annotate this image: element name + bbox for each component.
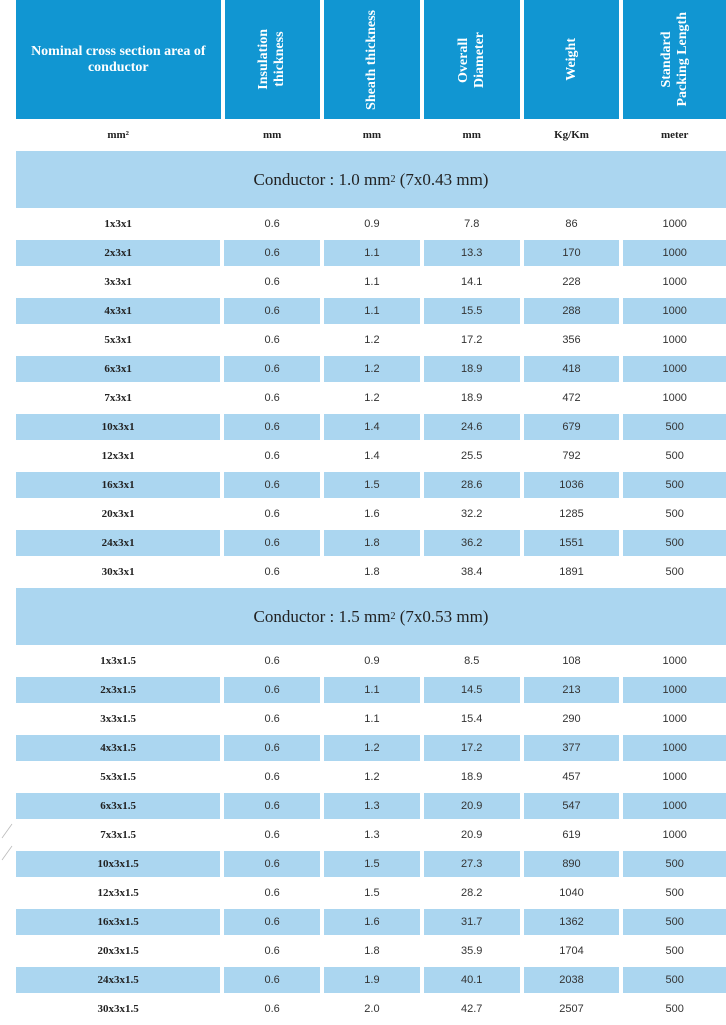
cell-diameter: 32.2 xyxy=(461,508,483,520)
cell-sheath: 1.6 xyxy=(324,909,420,935)
cell-insulation: 0.6 xyxy=(224,793,320,819)
cell-cross-section: 20x3x1 xyxy=(101,508,135,520)
cell-sheath: 0.9 xyxy=(364,218,380,230)
cell-diameter: 38.4 xyxy=(461,566,483,578)
table-row xyxy=(16,559,726,585)
unit-packing-length: meter xyxy=(660,128,689,141)
cell-sheath: 1.1 xyxy=(364,713,380,725)
cell-cross-section: 24x3x1.5 xyxy=(16,967,220,993)
cell-packing-length: 500 xyxy=(623,414,726,440)
cell-insulation: 0.6 xyxy=(264,218,280,230)
cell-cross-section: 1x3x1 xyxy=(104,218,132,230)
cell-sheath: 1.4 xyxy=(324,414,420,440)
header-cross-section xyxy=(16,0,221,119)
table-row xyxy=(16,298,726,324)
table-row xyxy=(16,764,726,790)
cell-insulation: 0.6 xyxy=(224,677,320,703)
cell-cross-section: 10x3x1.5 xyxy=(16,851,220,877)
table-row xyxy=(16,356,726,382)
cell-diameter: 31.7 xyxy=(424,909,520,935)
header-insulation xyxy=(225,0,321,119)
table-row xyxy=(16,996,726,1022)
cell-weight: 228 xyxy=(562,276,581,288)
cell-diameter: 8.5 xyxy=(464,655,480,667)
table-row xyxy=(16,472,726,498)
header-weight-label: Weight xyxy=(563,38,579,81)
cell-insulation: 0.6 xyxy=(264,566,280,578)
unit-diameter: mm xyxy=(462,128,481,141)
cell-cross-section: 10x3x1 xyxy=(16,414,220,440)
table-row xyxy=(16,327,726,353)
table-row xyxy=(16,443,726,469)
cell-cross-section: 6x3x1 xyxy=(16,356,220,382)
cell-sheath: 1.2 xyxy=(324,735,420,761)
header-packing-length xyxy=(623,0,726,119)
cell-weight: 457 xyxy=(562,771,581,783)
cell-packing-length: 500 xyxy=(665,1003,684,1015)
cell-packing-length: 1000 xyxy=(662,276,687,288)
header-weight xyxy=(524,0,620,119)
unit-weight: Kg/Km xyxy=(554,128,589,141)
table-row xyxy=(16,793,726,819)
cell-weight: 86 xyxy=(565,218,578,230)
section-heading-suffix: (7x0.53 mm) xyxy=(395,606,489,626)
cell-cross-section: 20x3x1.5 xyxy=(97,945,139,957)
cell-sheath: 1.4 xyxy=(364,450,380,462)
cell-cross-section: 7x3x1 xyxy=(104,392,132,404)
cell-weight: 290 xyxy=(562,713,581,725)
cell-diameter: 40.1 xyxy=(424,967,520,993)
cell-packing-length: 500 xyxy=(623,530,726,556)
cell-weight: 890 xyxy=(524,851,620,877)
cell-packing-length: 1000 xyxy=(623,356,726,382)
table-row xyxy=(16,822,726,848)
cell-sheath: 1.6 xyxy=(364,508,380,520)
cell-cross-section: 16x3x1 xyxy=(16,472,220,498)
cell-insulation: 0.6 xyxy=(264,713,280,725)
cell-sheath: 1.3 xyxy=(324,793,420,819)
header-sheath-label: Sheath thickness xyxy=(364,9,380,110)
cell-insulation: 0.6 xyxy=(224,414,320,440)
cell-weight: 472 xyxy=(562,392,581,404)
cell-insulation: 0.6 xyxy=(224,967,320,993)
table-row xyxy=(16,735,726,761)
cell-insulation: 0.6 xyxy=(264,276,280,288)
cell-weight: 679 xyxy=(524,414,620,440)
cell-diameter: 36.2 xyxy=(424,530,520,556)
cell-cross-section: 3x3x1.5 xyxy=(100,713,136,725)
table-row xyxy=(16,211,726,237)
cell-diameter: 25.5 xyxy=(461,450,483,462)
table-row xyxy=(16,706,726,732)
section-heading-prefix: Conductor : 1.5 mm xyxy=(253,606,391,626)
table-row xyxy=(16,501,726,527)
cell-cross-section: 3x3x1 xyxy=(104,276,132,288)
cell-packing-length: 1000 xyxy=(662,655,687,667)
cell-cross-section: 30x3x1.5 xyxy=(97,1003,139,1015)
cell-packing-length: 1000 xyxy=(662,392,687,404)
cell-diameter: 17.2 xyxy=(424,735,520,761)
cell-weight: 377 xyxy=(524,735,620,761)
margin-sketch-lines xyxy=(0,820,14,880)
cell-weight: 1036 xyxy=(524,472,620,498)
cell-cross-section: 1x3x1.5 xyxy=(100,655,136,667)
cell-weight: 213 xyxy=(524,677,620,703)
cell-packing-length: 1000 xyxy=(662,334,687,346)
cell-sheath: 1.3 xyxy=(364,829,380,841)
cell-cross-section: 4x3x1 xyxy=(16,298,220,324)
cell-diameter: 42.7 xyxy=(461,1003,483,1015)
cell-diameter: 18.9 xyxy=(461,392,483,404)
section-heading-suffix: (7x0.43 mm) xyxy=(395,169,489,189)
cell-diameter: 35.9 xyxy=(461,945,483,957)
table-row xyxy=(16,909,726,935)
cell-sheath: 1.2 xyxy=(364,771,380,783)
cell-sheath: 1.2 xyxy=(364,392,380,404)
cell-insulation: 0.6 xyxy=(224,298,320,324)
cell-cross-section: 4x3x1.5 xyxy=(16,735,220,761)
section-heading-superscript: 2 xyxy=(390,174,396,185)
cell-packing-length: 500 xyxy=(665,887,684,899)
cell-sheath: 1.1 xyxy=(324,240,420,266)
cell-insulation: 0.6 xyxy=(264,450,280,462)
cell-packing-length: 500 xyxy=(623,472,726,498)
unit-sheath: mm xyxy=(362,128,382,141)
cell-packing-length: 1000 xyxy=(623,240,726,266)
cell-packing-length: 500 xyxy=(623,909,726,935)
cell-insulation: 0.6 xyxy=(264,508,280,520)
cell-diameter: 27.3 xyxy=(424,851,520,877)
table-row xyxy=(16,851,726,877)
cell-weight: 1285 xyxy=(559,508,584,520)
cell-cross-section: 16x3x1.5 xyxy=(16,909,220,935)
table-row xyxy=(16,938,726,964)
header-diameter xyxy=(424,0,520,119)
header-insulation-label: Insulation thickness xyxy=(256,29,288,90)
cell-cross-section: 2x3x1 xyxy=(16,240,220,266)
cell-diameter: 14.1 xyxy=(461,276,483,288)
cell-sheath: 1.2 xyxy=(324,356,420,382)
cell-insulation: 0.6 xyxy=(224,851,320,877)
cell-packing-length: 1000 xyxy=(662,829,687,841)
cell-packing-length: 1000 xyxy=(662,218,687,230)
cell-cross-section: 6x3x1.5 xyxy=(16,793,220,819)
cell-packing-length: 1000 xyxy=(623,735,726,761)
cell-insulation: 0.6 xyxy=(264,887,280,899)
cell-diameter: 15.4 xyxy=(461,713,483,725)
cell-sheath: 1.1 xyxy=(324,298,420,324)
cell-diameter: 20.9 xyxy=(424,793,520,819)
cell-insulation: 0.6 xyxy=(264,334,280,346)
cell-insulation: 0.6 xyxy=(264,945,280,957)
cell-cross-section: 12x3x1 xyxy=(101,450,135,462)
cell-diameter: 24.6 xyxy=(424,414,520,440)
section-heading-prefix: Conductor : 1.0 mm xyxy=(253,169,391,189)
cell-insulation: 0.6 xyxy=(264,1003,280,1015)
section-heading xyxy=(16,151,726,208)
cell-diameter: 28.2 xyxy=(461,887,483,899)
cell-sheath: 1.1 xyxy=(364,276,380,288)
cell-weight: 356 xyxy=(562,334,581,346)
cell-sheath: 1.8 xyxy=(364,566,380,578)
table-row xyxy=(16,385,726,411)
cell-packing-length: 1000 xyxy=(623,298,726,324)
table-row xyxy=(16,648,726,674)
cell-weight: 1704 xyxy=(559,945,584,957)
table-row xyxy=(16,677,726,703)
cell-cross-section: 12x3x1.5 xyxy=(97,887,139,899)
unit-cross-section: mm² xyxy=(107,128,129,141)
cell-insulation: 0.6 xyxy=(264,392,280,404)
cell-packing-length: 500 xyxy=(665,566,684,578)
cell-insulation: 0.6 xyxy=(224,735,320,761)
cell-sheath: 1.8 xyxy=(364,945,380,957)
cell-sheath: 1.5 xyxy=(324,851,420,877)
cell-diameter: 20.9 xyxy=(461,829,483,841)
cell-packing-length: 1000 xyxy=(662,771,687,783)
table-row xyxy=(16,530,726,556)
table-row xyxy=(16,880,726,906)
cell-packing-length: 500 xyxy=(665,450,684,462)
cell-diameter: 7.8 xyxy=(464,218,480,230)
cell-weight: 1040 xyxy=(559,887,584,899)
cell-sheath: 1.8 xyxy=(324,530,420,556)
cell-weight: 108 xyxy=(562,655,581,667)
cell-weight: 619 xyxy=(562,829,581,841)
table-row xyxy=(16,240,726,266)
cell-weight: 1891 xyxy=(559,566,584,578)
cell-cross-section: 7x3x1.5 xyxy=(100,829,136,841)
cell-weight: 2507 xyxy=(559,1003,584,1015)
section-heading xyxy=(16,588,726,645)
cell-sheath: 0.9 xyxy=(364,655,380,667)
cable-spec-table xyxy=(16,0,726,1025)
cell-sheath: 1.2 xyxy=(364,334,380,346)
table-body xyxy=(16,151,726,1022)
cell-packing-length: 500 xyxy=(623,851,726,877)
cell-insulation: 0.6 xyxy=(224,356,320,382)
cell-insulation: 0.6 xyxy=(264,829,280,841)
cell-sheath: 1.1 xyxy=(324,677,420,703)
cell-weight: 418 xyxy=(524,356,620,382)
header-cross-section-label: Nominal cross section area of conductor xyxy=(31,43,206,75)
cell-insulation: 0.6 xyxy=(224,240,320,266)
cell-insulation: 0.6 xyxy=(224,909,320,935)
cell-diameter: 18.9 xyxy=(461,771,483,783)
table-row xyxy=(16,269,726,295)
cell-cross-section: 24x3x1 xyxy=(16,530,220,556)
cell-packing-length: 500 xyxy=(623,967,726,993)
header-sheath xyxy=(324,0,420,119)
cell-sheath: 1.5 xyxy=(324,472,420,498)
cell-diameter: 15.5 xyxy=(424,298,520,324)
cell-weight: 2038 xyxy=(524,967,620,993)
cell-diameter: 18.9 xyxy=(424,356,520,382)
cell-insulation: 0.6 xyxy=(224,530,320,556)
cell-packing-length: 1000 xyxy=(623,677,726,703)
units-row xyxy=(16,119,726,150)
cell-packing-length: 500 xyxy=(665,508,684,520)
cell-diameter: 13.3 xyxy=(424,240,520,266)
cell-sheath: 1.9 xyxy=(324,967,420,993)
header-packing-length-label: Standard Packing Length xyxy=(658,12,690,107)
cell-insulation: 0.6 xyxy=(224,472,320,498)
unit-insulation: mm xyxy=(262,128,282,141)
cell-cross-section: 30x3x1 xyxy=(101,566,135,578)
cell-cross-section: 5x3x1.5 xyxy=(100,771,136,783)
cell-packing-length: 1000 xyxy=(623,793,726,819)
cell-weight: 547 xyxy=(524,793,620,819)
table-row xyxy=(16,967,726,993)
cell-diameter: 17.2 xyxy=(461,334,483,346)
cell-sheath: 2.0 xyxy=(364,1003,380,1015)
cell-weight: 288 xyxy=(524,298,620,324)
cell-weight: 170 xyxy=(524,240,620,266)
cell-diameter: 14.5 xyxy=(424,677,520,703)
cell-packing-length: 1000 xyxy=(662,713,687,725)
cell-insulation: 0.6 xyxy=(264,655,280,667)
table-row xyxy=(16,414,726,440)
section-heading-superscript: 2 xyxy=(390,611,396,622)
cell-packing-length: 500 xyxy=(665,945,684,957)
table-header-row xyxy=(16,0,726,119)
cell-weight: 1551 xyxy=(524,530,620,556)
cell-diameter: 28.6 xyxy=(424,472,520,498)
cell-weight: 1362 xyxy=(524,909,620,935)
cell-weight: 792 xyxy=(562,450,581,462)
cell-insulation: 0.6 xyxy=(264,771,280,783)
cell-cross-section: 2x3x1.5 xyxy=(16,677,220,703)
cell-cross-section: 5x3x1 xyxy=(104,334,132,346)
header-diameter-label: Overall Diameter xyxy=(455,31,487,88)
cell-sheath: 1.5 xyxy=(364,887,380,899)
